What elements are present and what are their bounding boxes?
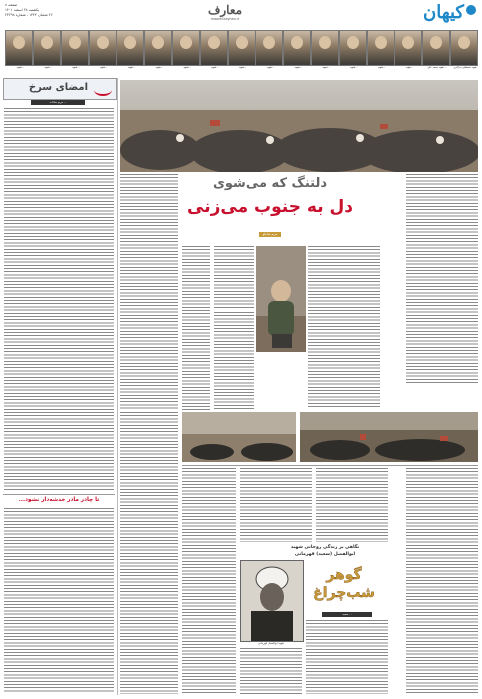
bottom-pretitle: نگاهی بر زندگی روحانی شهید bbox=[290, 545, 360, 550]
headline-byline: مریم شاملو bbox=[259, 232, 282, 237]
martyr-photo bbox=[89, 30, 117, 66]
bottom-col-right bbox=[406, 468, 478, 694]
martyr-name: شهید محمد علی ... bbox=[427, 66, 447, 69]
martyr-photo bbox=[394, 30, 422, 66]
main-photo bbox=[120, 80, 478, 172]
kayhan-logo bbox=[406, 2, 476, 26]
martyr-name: شهید... bbox=[99, 66, 108, 69]
kneeling-man-photo bbox=[256, 246, 306, 352]
bottom-byline: سمیه ... bbox=[322, 612, 372, 617]
bottom-title-block bbox=[260, 544, 390, 558]
main-col-2 bbox=[308, 246, 380, 408]
martyr-photo bbox=[33, 30, 61, 66]
bottom-col-under-portrait bbox=[240, 648, 302, 694]
bottom-col-3 bbox=[240, 468, 312, 542]
martyr-name: شهید... bbox=[155, 66, 163, 69]
left-divider bbox=[3, 494, 115, 495]
inset-caption-area bbox=[214, 312, 254, 410]
bottom-col-2 bbox=[316, 468, 388, 542]
martyr-photo bbox=[450, 30, 478, 66]
lower-photo-right bbox=[300, 412, 478, 462]
headline-title: دل به جنوب می‌زنی bbox=[187, 197, 353, 217]
main-col-bottom-left bbox=[120, 412, 178, 694]
brand-name: کیهان bbox=[422, 2, 464, 23]
masthead bbox=[0, 0, 482, 30]
martyr-name: شهید... bbox=[405, 66, 414, 69]
martyr-name: شهید... bbox=[350, 66, 358, 69]
main-col-right bbox=[406, 174, 478, 384]
signature-icon bbox=[94, 84, 112, 96]
date-line1: یکشنبه ۲۸ اسفند ۱۴۰۱ bbox=[5, 8, 40, 12]
bottom-col-under-title bbox=[306, 620, 388, 694]
martyr-name: شهید... bbox=[16, 66, 24, 69]
martyr-name: شهید مصطفی بدرالدین bbox=[453, 66, 477, 69]
bottom-pretitle2: ابوالفضل (سعید) قهرمانی bbox=[294, 552, 356, 557]
page-number: صفحه ۸ bbox=[5, 3, 18, 7]
martyr-photo bbox=[367, 30, 395, 66]
martyr-photo bbox=[283, 30, 311, 66]
column-rule bbox=[117, 78, 118, 695]
left-title-box bbox=[3, 78, 117, 100]
date-line2: ۲۶ شعبان ۱۴۴۴ - شماره ۲۳۲۹۸ bbox=[5, 13, 53, 17]
crowd-photo bbox=[120, 80, 478, 172]
portrait-photo bbox=[240, 560, 304, 642]
inset-photo bbox=[256, 246, 306, 352]
date-block bbox=[5, 3, 75, 18]
martyr-photo bbox=[172, 30, 200, 66]
martyr-name: شهید... bbox=[127, 66, 136, 69]
martyr-name: شهید... bbox=[183, 66, 191, 69]
martyr-photo bbox=[200, 30, 228, 66]
main-headline bbox=[180, 174, 360, 244]
bottom-title: گوهر شب‌چراغ bbox=[313, 567, 375, 601]
martyr-photo bbox=[422, 30, 450, 66]
bottom-divider bbox=[182, 465, 478, 466]
martyr-name: شهید... bbox=[322, 66, 330, 69]
main-col-left2 bbox=[182, 246, 210, 410]
section-name: معارف bbox=[207, 3, 243, 17]
martyr-photo bbox=[116, 30, 144, 66]
main-col-3 bbox=[214, 246, 254, 310]
left-second-title: تا چادر مادر خدشه‌دار نشود... bbox=[18, 497, 100, 503]
martyr-name: شهید... bbox=[377, 66, 386, 69]
left-title: امضای سرخ bbox=[28, 82, 88, 93]
cleric-portrait bbox=[241, 561, 303, 641]
website: maaref.kayhan.ir bbox=[210, 17, 240, 21]
camp-photo bbox=[300, 412, 478, 462]
martyr-photo bbox=[61, 30, 89, 66]
main-col-left bbox=[120, 174, 178, 410]
left-body-text bbox=[4, 108, 114, 490]
emblem-icon bbox=[466, 5, 476, 15]
martyr-name: شهید... bbox=[294, 66, 302, 69]
left-byline: مریم سادات ... bbox=[31, 100, 85, 105]
martyr-photo bbox=[5, 30, 33, 66]
martyr-photo bbox=[144, 30, 172, 66]
martyr-name: شهید... bbox=[211, 66, 219, 69]
desert-crowd-photo bbox=[182, 412, 296, 462]
martyr-photo bbox=[255, 30, 283, 66]
martyr-photo bbox=[339, 30, 367, 66]
left-column bbox=[3, 78, 115, 695]
bottom-col-4 bbox=[182, 468, 236, 694]
martyr-name: شهید... bbox=[266, 66, 275, 69]
martyr-name: شهید... bbox=[72, 66, 80, 69]
martyr-photo bbox=[311, 30, 339, 66]
portrait-caption: شهید ابوالفضل قهرمانی bbox=[258, 642, 284, 645]
martyrs-strip bbox=[4, 30, 478, 74]
martyr-name: شهید... bbox=[238, 66, 247, 69]
section-logo bbox=[180, 3, 270, 25]
left-second-body bbox=[4, 508, 114, 693]
martyr-name: شهید... bbox=[44, 66, 52, 69]
lower-photo-left bbox=[182, 412, 296, 462]
martyr-photo bbox=[228, 30, 256, 66]
headline-kicker: دلتنگ که می‌شوی bbox=[212, 176, 328, 191]
